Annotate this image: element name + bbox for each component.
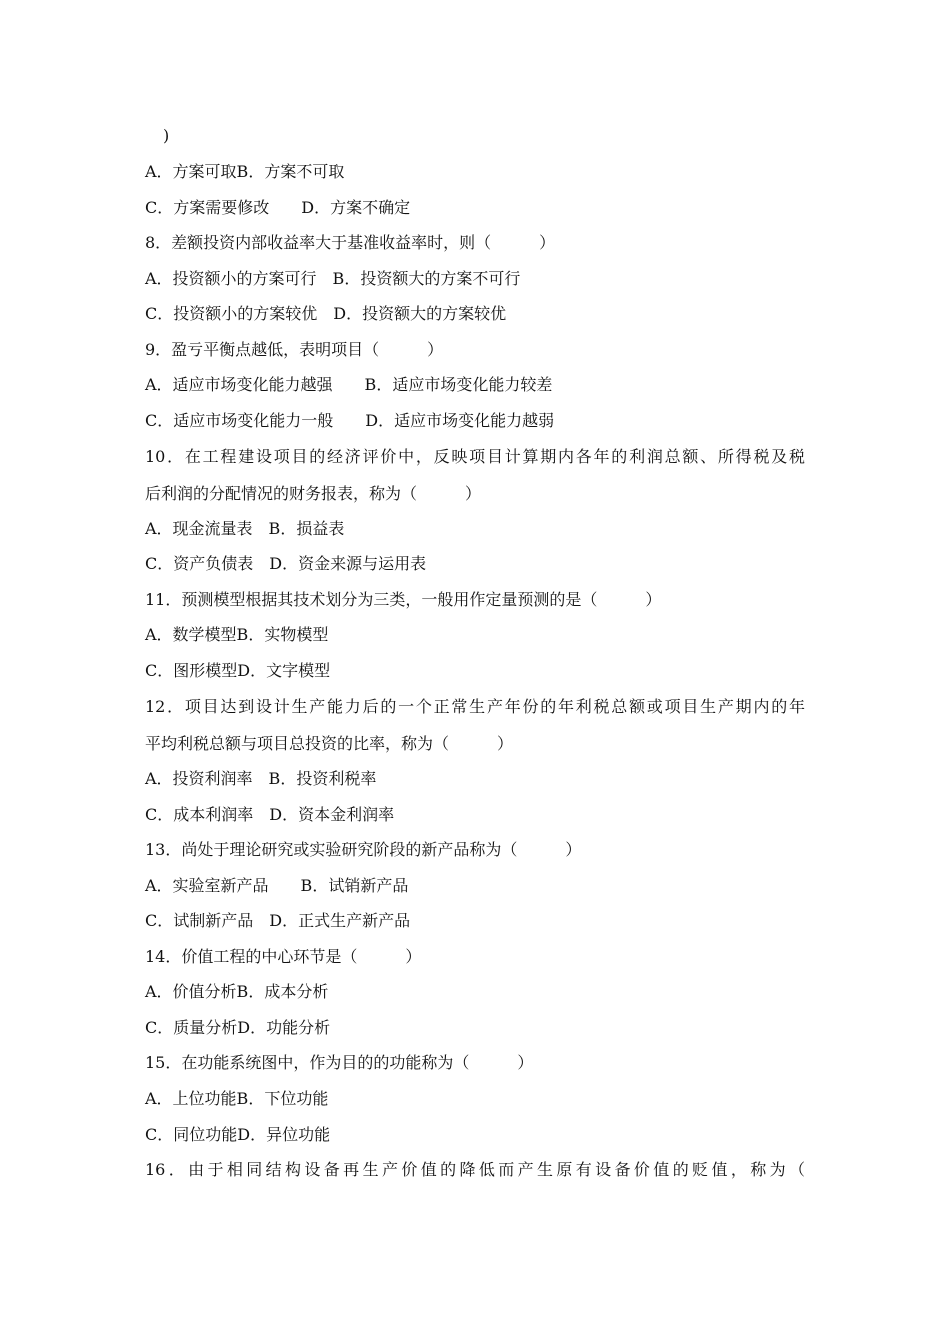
text-line: C．同位功能D．异位功能 <box>145 1125 331 1144</box>
question-8: 8．差额投资内部收益率大于基准收益率时，则（ ） <box>145 233 556 252</box>
question-12: 12．项目达到设计生产能力后的一个正常生产年份的年利税总额或项目生产期内的年 <box>145 697 805 716</box>
text-line: ) <box>163 126 170 145</box>
text-line: C．投资额小的方案较优 D．投资额大的方案较优 <box>145 304 507 323</box>
text-line: A．实验室新产品 B．试销新产品 <box>145 876 409 895</box>
question-15: 15．在功能系统图中，作为目的的功能称为（ ） <box>145 1053 534 1072</box>
question-11: 11．预测模型根据其技术划分为三类，一般用作定量预测的是（ ） <box>145 590 662 609</box>
question-9: 9．盈亏平衡点越低，表明项目（ ） <box>145 340 444 359</box>
text-line: C．资产负债表 D．资金来源与运用表 <box>145 554 427 573</box>
text-line: C．质量分析D．功能分析 <box>145 1018 331 1037</box>
question-16: 16．由于相同结构设备再生产价值的降低而产生原有设备价值的贬值，称为（ <box>145 1160 805 1179</box>
text-line: C．成本利润率 D．资本金利润率 <box>145 805 395 824</box>
text-line: 平均利税总额与项目总投资的比率，称为（ ） <box>145 734 514 753</box>
question-14: 14．价值工程的中心环节是（ ） <box>145 947 422 966</box>
question-13: 13．尚处于理论研究或实验研究阶段的新产品称为（ ） <box>145 840 582 859</box>
text-line: A．投资额小的方案可行 B．投资额大的方案不可行 <box>145 269 521 288</box>
text-line: 后利润的分配情况的财务报表，称为（ ） <box>145 484 482 503</box>
text-line: A．数学模型B．实物模型 <box>145 625 329 644</box>
text-line: A．上位功能B．下位功能 <box>145 1089 329 1108</box>
text-line: C．适应市场变化能力一般 D．适应市场变化能力越弱 <box>145 411 555 430</box>
text-line: A．现金流量表 B．损益表 <box>145 519 345 538</box>
text-line: C．图形模型D．文字模型 <box>145 661 331 680</box>
text-line: A．适应市场变化能力越强 B．适应市场变化能力较差 <box>145 375 553 394</box>
text-line: A．方案可取B．方案不可取 <box>145 162 345 181</box>
text-line: A．价值分析B．成本分析 <box>145 982 329 1001</box>
question-10: 10．在工程建设项目的经济评价中，反映项目计算期内各年的利润总额、所得税及税 <box>145 447 805 466</box>
text-line: C．方案需要修改 D．方案不确定 <box>145 198 411 217</box>
text-line: C．试制新产品 D．正式生产新产品 <box>145 911 411 930</box>
text-line: A．投资利润率 B．投资利税率 <box>145 769 377 788</box>
